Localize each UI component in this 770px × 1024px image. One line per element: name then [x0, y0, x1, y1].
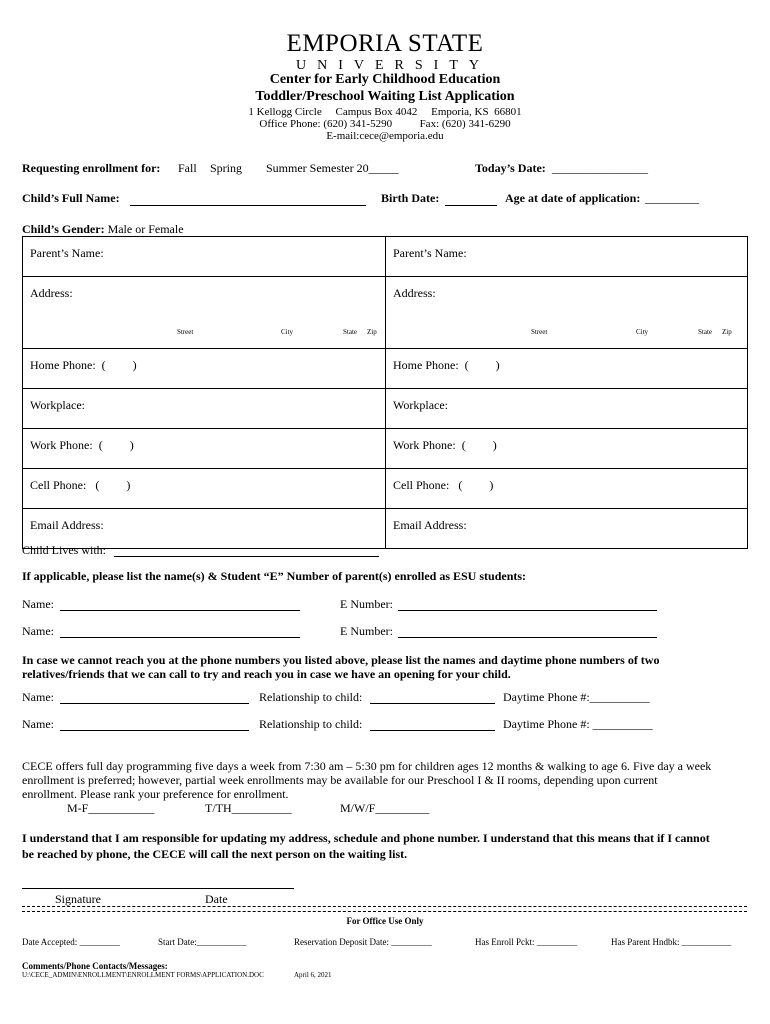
table-row	[23, 389, 748, 429]
rank-mwf-field[interactable]: M/W/F_________	[340, 801, 430, 815]
esu-enumber-label: E Number:	[340, 624, 393, 638]
parent1-name-field[interactable]	[23, 237, 386, 277]
parent-name-label: Parent’s Name:	[393, 246, 467, 260]
zip-label: Zip	[367, 328, 377, 336]
contact-name-label: Name:	[22, 717, 54, 731]
child-lives-label: Child Lives with:	[22, 543, 106, 557]
form-title: Toddler/Preschool Waiting List Application	[255, 89, 515, 104]
relationship-field-2[interactable]	[370, 730, 495, 731]
comments-label: Comments/Phone Contacts/Messages:	[22, 961, 168, 971]
enrollment-summer[interactable]: Summer Semester 20_____	[266, 161, 399, 175]
programming-text-3: enrollment. Please rank your preference for enrollment.	[22, 787, 289, 801]
emergency-prompt-1: In case we cannot reach you at the phone numbers you listed above, please list the names and daytime phone numbers of two	[22, 653, 660, 667]
parent-name-label: Parent’s Name:	[30, 246, 104, 260]
parents-table	[22, 236, 748, 549]
parent2-name-field[interactable]	[386, 237, 748, 277]
parent-handbook-field[interactable]: Has Parent Hndbk: ___________	[611, 937, 732, 947]
rank-tth-field[interactable]: T/TH__________	[205, 801, 292, 815]
signature-line[interactable]	[22, 888, 294, 889]
email-line: E-mail:cece@emporia.edu	[326, 130, 444, 142]
child-name-field[interactable]	[130, 205, 366, 206]
gender-options[interactable]: Male or Female	[107, 222, 184, 236]
contact-name-field-1[interactable]	[60, 703, 249, 704]
signature-label: Signature	[55, 892, 101, 906]
parent2-email-field[interactable]	[386, 509, 748, 549]
table-row	[23, 237, 748, 277]
table-row	[23, 469, 748, 509]
esu-name-field-1[interactable]	[60, 610, 300, 611]
parent1-address-field[interactable]	[23, 277, 386, 349]
email-label: Email Address:	[393, 518, 467, 532]
today-date-label: Today’s Date:	[475, 161, 546, 175]
address-line: 1 Kellogg Circle Campus Box 4042 Emporia, KS 66801	[248, 106, 522, 118]
university-logo-sub: UNIVERSITY	[296, 58, 490, 73]
date-accepted-field[interactable]: Date Accepted: _________	[22, 937, 120, 947]
esu-name-label: Name:	[22, 597, 54, 611]
parent1-cell-phone-field[interactable]	[23, 469, 386, 509]
office-divider	[22, 906, 747, 912]
signature-date-label: Date	[205, 892, 228, 906]
home-phone-label: Home Phone: ( )	[393, 358, 500, 372]
state-label: State	[698, 328, 712, 336]
parent2-home-phone-field[interactable]	[386, 349, 748, 389]
table-row	[23, 277, 748, 349]
daytime-phone-field-2[interactable]: Daytime Phone #: __________	[503, 717, 653, 731]
parent2-cell-phone-field[interactable]	[386, 469, 748, 509]
gender-label: Child’s Gender:	[22, 222, 105, 236]
age-label: Age at date of application:	[505, 191, 641, 205]
relationship-label: Relationship to child:	[259, 717, 363, 731]
programming-text-2: enrollment is preferred; however, partial week enrollments may be available for our Preschool I & II rooms, depending upon current	[22, 773, 658, 787]
cell-phone-label: Cell Phone: ( )	[393, 478, 494, 492]
city-label: City	[281, 328, 294, 336]
table-row	[23, 349, 748, 389]
university-logo-main: EMPORIA STATE	[286, 30, 484, 57]
address-label: Address:	[393, 286, 436, 300]
workplace-label: Workplace:	[393, 398, 449, 412]
office-use-title: For Office Use Only	[346, 916, 424, 926]
file-path: U:\CECE_ADMIN\ENROLLMENT\ENROLLMENT FORMS\APPLICATION.DOC	[22, 971, 264, 979]
esu-name-label: Name:	[22, 624, 54, 638]
esu-enumber-field-1[interactable]	[398, 610, 657, 611]
age-field[interactable]: _________	[645, 191, 699, 205]
emergency-prompt-2: relatives/friends that we can call to try and reach you in case we have an opening for your child.	[22, 667, 511, 681]
file-date: April 6, 2021	[294, 971, 332, 979]
parent1-work-phone-field[interactable]	[23, 429, 386, 469]
esu-prompt: If applicable, please list the name(s) & Student “E” Number of parent(s) enrolled as ESU students:	[22, 569, 527, 583]
enrollment-spring[interactable]: Spring	[210, 161, 243, 175]
birth-date-label: Birth Date:	[381, 191, 440, 205]
relationship-label: Relationship to child:	[259, 690, 363, 704]
enrollment-label: Requesting enrollment for:	[22, 161, 161, 175]
parent1-home-phone-field[interactable]	[23, 349, 386, 389]
parent2-address-field[interactable]	[386, 277, 748, 349]
parent2-work-phone-field[interactable]	[386, 429, 748, 469]
esu-enumber-field-2[interactable]	[398, 637, 657, 638]
work-phone-label: Work Phone: ( )	[30, 438, 134, 452]
child-lives-field[interactable]	[114, 556, 379, 557]
contact-name-label: Name:	[22, 690, 54, 704]
relationship-field-1[interactable]	[370, 703, 495, 704]
cell-phone-label: Cell Phone: ( )	[30, 478, 131, 492]
parent2-workplace-field[interactable]	[386, 389, 748, 429]
rank-mf-field[interactable]: M-F___________	[67, 801, 155, 815]
workplace-label: Workplace:	[30, 398, 86, 412]
state-label: State	[343, 328, 357, 336]
daytime-phone-field-1[interactable]: Daytime Phone #:__________	[503, 690, 650, 704]
work-phone-label: Work Phone: ( )	[393, 438, 497, 452]
email-label: Email Address:	[30, 518, 104, 532]
table-row	[23, 429, 748, 469]
parent1-workplace-field[interactable]	[23, 389, 386, 429]
center-name: Center for Early Childhood Education	[269, 72, 501, 87]
child-name-label: Child’s Full Name:	[22, 191, 120, 205]
street-label: Street	[177, 328, 194, 336]
today-date-field[interactable]: ________________	[552, 161, 648, 175]
table-row	[23, 509, 748, 549]
home-phone-label: Home Phone: ( )	[30, 358, 137, 372]
address-label: Address:	[30, 286, 73, 300]
esu-name-field-2[interactable]	[60, 637, 300, 638]
street-label: Street	[531, 328, 548, 336]
city-label: City	[636, 328, 649, 336]
acknowledgement-2: be reached by phone, the CECE will call the next person on the waiting list.	[22, 847, 408, 861]
esu-enumber-label: E Number:	[340, 597, 393, 611]
enrollment-fall[interactable]: Fall	[178, 161, 197, 175]
child-gender	[22, 222, 184, 237]
enroll-packet-field[interactable]: Has Enroll Pckt: _________	[475, 937, 578, 947]
zip-label: Zip	[722, 328, 732, 336]
acknowledgement-1: I understand that I am responsible for updating my address, schedule and phone number. I understand that this means that if I cannot	[22, 831, 710, 845]
programming-text-1: CECE offers full day programming five days a week from 7:30 am – 5:30 pm for children ages 12 months & walking to age 6. Five day a week	[22, 759, 712, 773]
reservation-deposit-field[interactable]: Reservation Deposit Date: _________	[294, 937, 432, 947]
phone-line: Office Phone: (620) 341-5290 Fax: (620) 341-6290	[259, 118, 511, 130]
birth-date-field[interactable]	[445, 205, 497, 206]
contact-name-field-2[interactable]	[60, 730, 249, 731]
start-date-field[interactable]: Start Date:___________	[158, 937, 247, 947]
